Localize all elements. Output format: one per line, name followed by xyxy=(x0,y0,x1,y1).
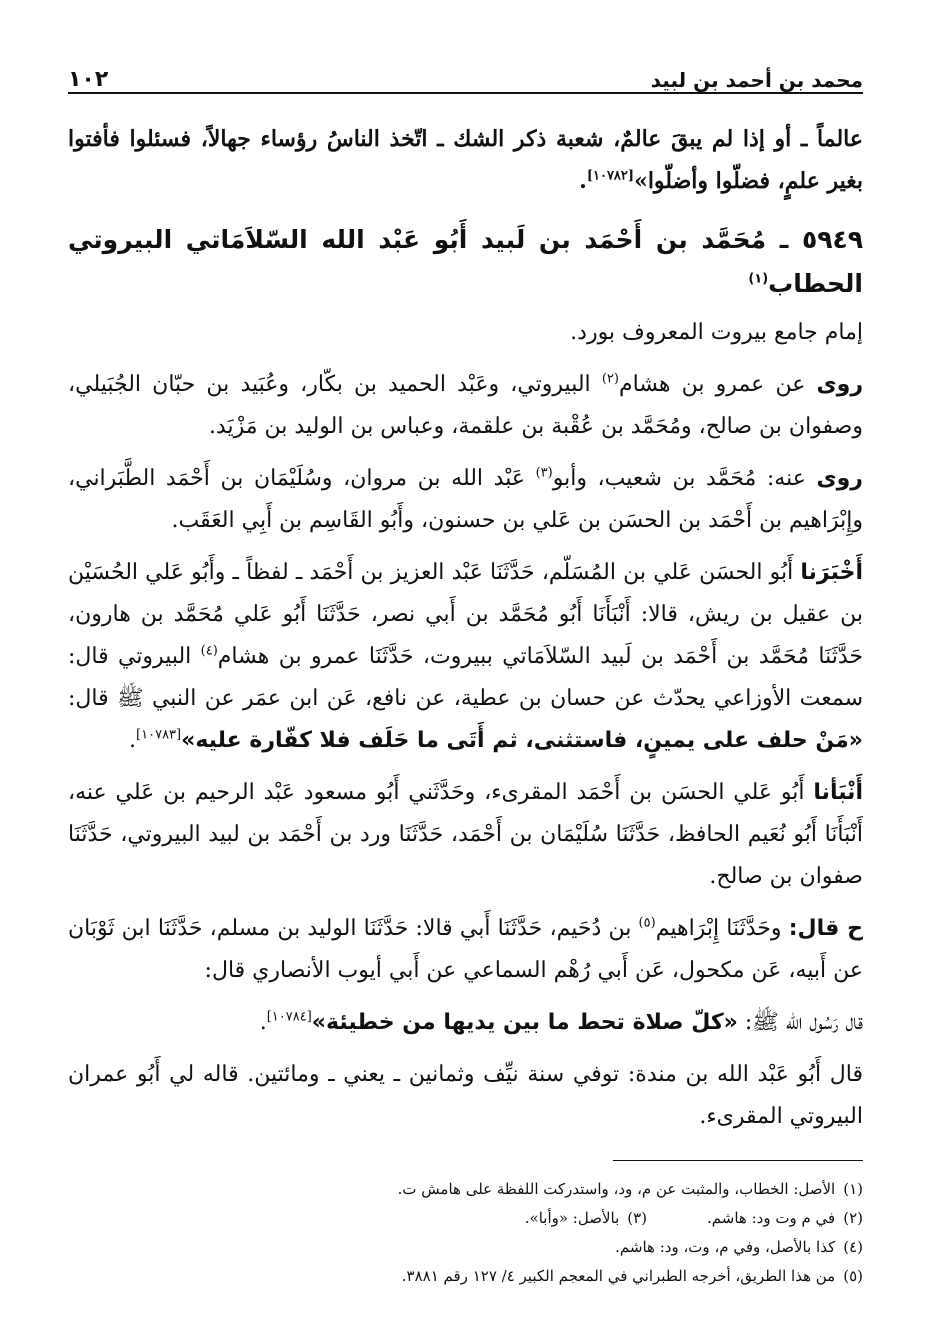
footnote-text: كذا بالأصل، وفي م، وت، ود: هاشم. xyxy=(615,1238,836,1256)
footnote-divider xyxy=(613,1160,863,1161)
text-run: عنه: مُحَمَّد بن شعيب، وأبو xyxy=(552,466,817,491)
reference-marker: (٤) xyxy=(200,643,218,659)
footnote-text: الأصل: الخطاب، والمثبت عن م، ود، واستدركت اللفظة على هامش ت. xyxy=(397,1180,836,1198)
page-body xyxy=(68,118,863,1291)
continuation-tail: . xyxy=(579,168,587,194)
footnote-item xyxy=(398,1175,863,1204)
page-header xyxy=(68,56,863,94)
text-run: . xyxy=(259,1010,267,1035)
footnote xyxy=(68,1262,863,1291)
footnote xyxy=(68,1233,863,1262)
paragraph-wafat xyxy=(68,1054,863,1138)
text-run: بن دُحَيم، حَدَّثَنَا أَبي قالا: حَدَّثَنَا الوليد بن مسلم، حَدَّثَنَا ابن ثَوْبَان عن أَبيه، عَن مكحول، عَن أَبي رُهْم السماعي عن أَبي أيوب الأنصاري قال: xyxy=(68,916,863,983)
paragraph-imam xyxy=(68,312,863,354)
footnote-number: (٣) xyxy=(627,1209,648,1227)
reference-marker: (٢) xyxy=(601,371,619,387)
bold-text: «كلّ صلاة تحط ما بين يديها من خطيئة» xyxy=(311,1010,738,1035)
footnote-text: في م وت ود: هاشم. xyxy=(707,1209,836,1227)
text-run: أَبُو عَلي الحسَن بن أَحْمَد المقرىء، وحَدَّثَني أَبُو مسعود عَبْد الرحيم بن عَلي عنه، أَنْبَأَنَا أَبُو نُعَيم الحافظ، حَدَّثَنَا سُلَيْمَان بن أَحْمَد، حَدَّثَنَا ورد بن أَحْمَد بن لبيد البيروتي، حَدَّثَنَا صفوان بن صالح. xyxy=(68,780,863,889)
text-run: إمام جامع بيروت المعروف بورد. xyxy=(570,320,863,345)
entry-name: مُحَمَّد بن أَحْمَد بن لَبيد أَبُو عَبْد الله السّلاَمَاتي البيروتي الحطاب xyxy=(68,225,863,298)
footnote xyxy=(68,1204,863,1233)
footnote-number: (٥) xyxy=(843,1267,863,1285)
footnote-item xyxy=(707,1204,863,1233)
entry-note: (١) xyxy=(748,271,769,287)
text-run: أَبُو الحسَن عَلي بن المُسَلّم، حَدَّثَنَا عَبْد العزيز بن أَحْمَد ـ لفظاً ـ وأَبُو عَلي الحُسَيْن بن عقيل بن ريش، قالا: أَنْبَأَنَا أَبُو مُحَمَّد بن أَبي نصر، حَدَّثَنَا أَبُو عَلي مُحَمَّد بن هارون، حَدَّثَنَا مُحَمَّد بن أَحْمَد بن لَبيد السّلاَمَاتي ببيروت، حَدَّثَنَا عمرو بن هشام xyxy=(68,560,863,669)
continuation-paragraph xyxy=(68,118,863,202)
continuation-text: عالماً ـ أو إذا لم يبقَ عالمٌ، شعبة ذكر الشك ـ اتّخذ الناسُ رؤساء جهالاً، فسئلوا فأفتوا بغير علمٍ، فضلّوا وأضلّوا» xyxy=(68,126,863,194)
paragraph-akhbarana xyxy=(68,552,863,762)
paragraph-ha-qal xyxy=(68,908,863,992)
text-run: . xyxy=(129,728,137,753)
bold-text: ح قال: xyxy=(788,916,863,941)
running-title: محمد بن أحمد بن لبيد xyxy=(650,68,863,92)
page-number: ١٠٢ xyxy=(68,67,109,92)
hadith-ref: [١٠٧٨٢] xyxy=(586,168,635,184)
entry-number: ٥٩٤٩ xyxy=(801,225,863,254)
text-run: عَبْد الله بن مروان، وسُلَيْمَان بن أَحْمَد الطَّبَراني، وإِبْرَاهيم بن أَحْمَد بن الحسَن بن عَلي بن حسنون، وأَبُو القَاسِم بن أَبِي العَقَب. xyxy=(68,466,863,533)
reference-marker: [١٠٧٨٣] xyxy=(136,727,182,743)
text-run: وحَدَّثَنَا إِبْرَاهيم xyxy=(655,916,789,941)
footnotes xyxy=(68,1175,863,1291)
paragraph-qal-rasul xyxy=(68,1002,863,1044)
text-run: قال رَسُول الله ﷺ: xyxy=(737,1010,863,1035)
footnote-number: (١) xyxy=(843,1180,863,1198)
book-page xyxy=(68,56,863,1291)
paragraph-rawa-anhu xyxy=(68,458,863,542)
footnote-number: (٤) xyxy=(843,1238,863,1256)
bold-text: روى xyxy=(816,372,863,397)
footnote-number: (٢) xyxy=(843,1209,863,1227)
text-run: البيروتي قال: سمعت الأوزاعي يحدّث عن حسان بن عطية، عن نافع، عَن ابن عمَر عن النبي ﷺ قال: xyxy=(68,644,863,711)
reference-marker: (٣) xyxy=(535,465,553,481)
footnote-item xyxy=(402,1262,863,1291)
footnote-text: من هذا الطريق، أخرجه الطبراني في المعجم الكبير ٤/ ١٢٧ رقم ٣٨٨١. xyxy=(401,1267,836,1285)
bold-text: «مَنْ حلف على يمينٍ، فاستثنى، ثم أَتَى ما حَلَف فلا كفّارة عليه» xyxy=(181,728,863,753)
reference-marker: (٥) xyxy=(638,915,656,931)
entry-paragraphs xyxy=(68,312,863,1138)
text-run: قال أَبُو عَبْد الله بن مندة: توفي سنة نيِّف وثمانين ـ يعني ـ ومائتين. قاله لي أَبُو عمران البيروتي المقرىء. xyxy=(68,1062,863,1129)
text-run: عن عمرو بن هشام xyxy=(618,372,817,397)
text-run: البيروتي، وعَبْد الحميد بن بكّار، وعُبَيد بن حبّان الجُبَيلي، وصفوان بن صالح، ومُحَمَّد بن عُقْبة بن علقمة، وعباس بن الوليد بن مَزْيَد. xyxy=(68,372,863,439)
entry-separator: ـ xyxy=(766,225,802,254)
paragraph-anbaana xyxy=(68,772,863,898)
paragraph-rawa-an xyxy=(68,364,863,448)
bold-text: أَنْبَأنا xyxy=(813,780,863,805)
reference-marker: [١٠٧٨٤] xyxy=(266,1009,312,1025)
footnote-text: بالأصل: «وأبا». xyxy=(524,1209,620,1227)
bold-text: أَخْبَرَنا xyxy=(800,560,863,585)
footnote xyxy=(68,1175,863,1204)
entry-heading xyxy=(68,218,863,306)
bold-text: روى xyxy=(816,466,863,491)
footnote-item xyxy=(615,1233,863,1262)
footnote-item xyxy=(525,1204,647,1233)
